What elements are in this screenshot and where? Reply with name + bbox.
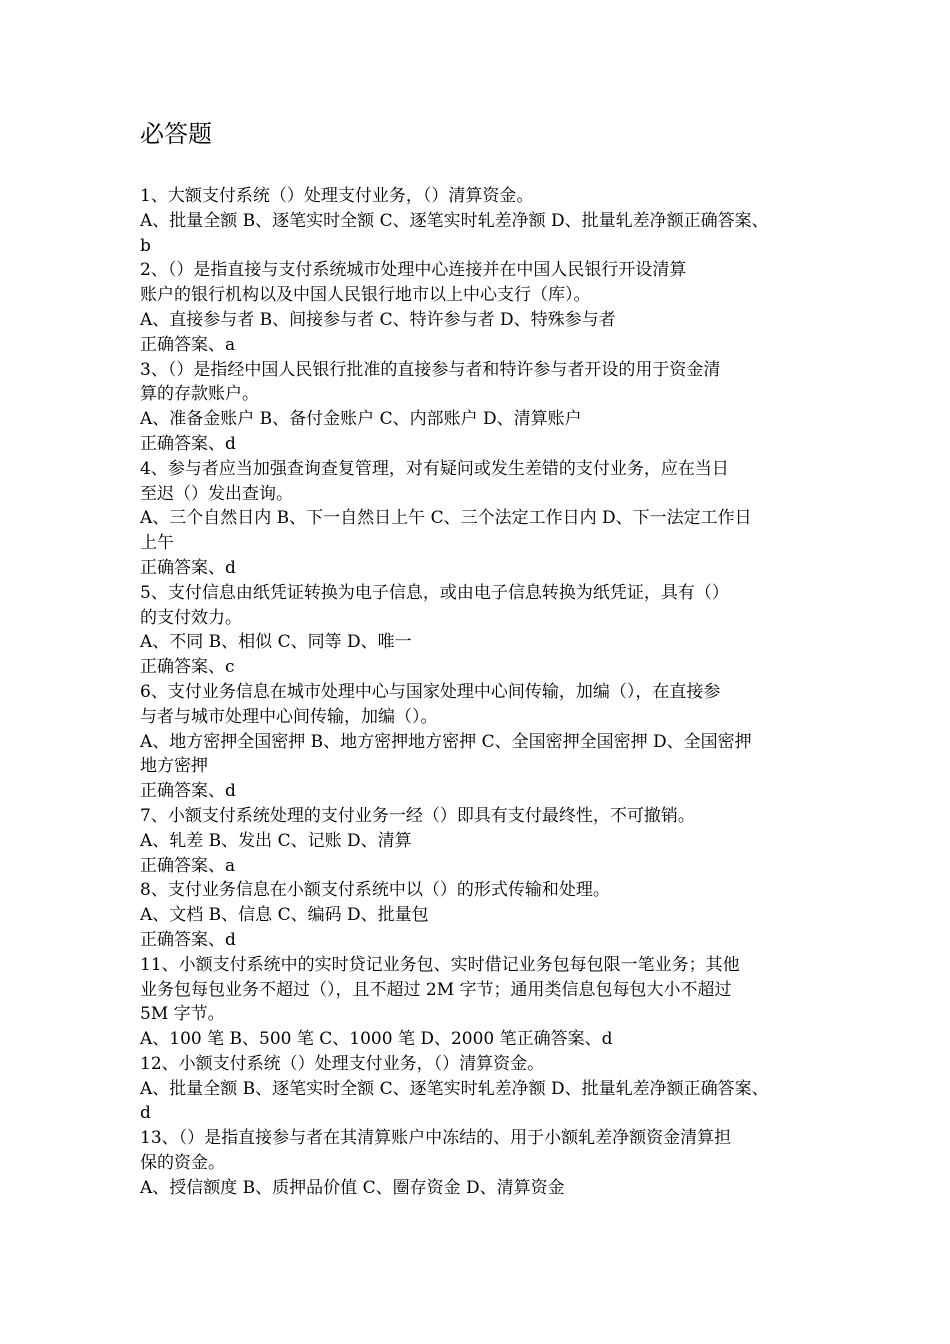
text-line: 1、大额支付系统（）处理支付业务，（）清算资金。 <box>140 186 534 206</box>
text-line: 6、支付业务信息在城市处理中心与国家处理中心间传输，加编（），在直接参 <box>140 681 721 702</box>
text-line: 正确答案、a <box>140 855 236 876</box>
text-line: 正确答案、a <box>140 334 236 355</box>
text-line: A、文档 B、信息 C、编码 D、批量包 <box>140 905 429 926</box>
text-line: 保的资金。 <box>140 1153 225 1174</box>
text-line: A、批量全额 B、逐笔实时全额 C、逐笔实时轧差净额 D、批量轧差净额正确答案、 <box>140 210 769 231</box>
text-line: 正确答案、d <box>140 781 236 802</box>
text-line: 业务包每包业务不超过（），且不超过 2M 字节；通用类信息包每包大小不超过 <box>140 979 732 1000</box>
text-line: 13、（）是指直接参与者在其清算账户中冻结的、用于小额轧差净额资金清算担 <box>140 1128 732 1149</box>
text-line: 11、小额支付系统中的实时贷记业务包、实时借记业务包每包限一笔业务；其他 <box>140 954 740 975</box>
text-line: 2、（）是指直接与支付系统城市处理中心连接并在中国人民银行开设清算 <box>140 260 687 281</box>
text-line: A、三个自然日内 B、下一自然日上午 C、三个法定工作日内 D、下一法定工作日 <box>140 508 752 529</box>
text-line: b <box>140 235 151 256</box>
page-title: 必答题 <box>140 120 212 148</box>
text-line: 正确答案、d <box>140 433 236 454</box>
document-body <box>140 184 840 1201</box>
text-line: 8、支付业务信息在小额支付系统中以（）的形式传输和处理。 <box>140 880 610 901</box>
text-line: 5M 字节。 <box>140 1004 225 1025</box>
text-line: 至迟（）发出查询。 <box>140 483 293 504</box>
text-line: d <box>140 1103 151 1124</box>
text-line: 的支付效力。 <box>140 607 242 628</box>
text-line: 4、参与者应当加强查询查复管理，对有疑问或发生差错的支付业务，应在当日 <box>140 458 729 479</box>
text-line: A、地方密押全国密押 B、地方密押地方密押 C、全国密押全国密押 D、全国密押 <box>140 731 752 752</box>
text-line: A、轧差 B、发出 C、记账 D、清算 <box>140 830 412 851</box>
text-line: A、准备金账户 B、备付金账户 C、内部账户 D、清算账户 <box>140 409 582 430</box>
text-line: 地方密押 <box>140 756 208 777</box>
text-line: 算的存款账户。 <box>140 384 259 405</box>
text-line: A、不同 B、相似 C、同等 D、唯一 <box>140 632 412 653</box>
text-line: A、批量全额 B、逐笔实时全额 C、逐笔实时轧差净额 D、批量轧差净额正确答案、 <box>140 1078 769 1099</box>
text-line: 12、小额支付系统（）处理支付业务，（）清算资金。 <box>140 1053 545 1074</box>
text-line: 3、（）是指经中国人民银行批准的直接参与者和特许参与者开设的用于资金清 <box>140 359 721 380</box>
text-line: 正确答案、d <box>140 929 236 950</box>
text-line: 正确答案、c <box>140 657 235 678</box>
text-line: 7、小额支付系统处理的支付业务一经（）即具有支付最终性，不可撤销。 <box>140 805 695 826</box>
text-line: 正确答案、d <box>140 557 236 578</box>
text-line: 5、支付信息由纸凭证转换为电子信息，或由电子信息转换为纸凭证，具有（） <box>140 582 729 603</box>
text-line: 账户的银行机构以及中国人民银行地市以上中心支行（库）。 <box>140 285 591 306</box>
text-line: 上午 <box>140 533 174 554</box>
text-line: A、授信额度 B、质押品价值 C、圈存资金 D、清算资金 <box>140 1177 565 1198</box>
text-line: A、100 笔 B、500 笔 C、1000 笔 D、2000 笔正确答案、d <box>140 1029 613 1050</box>
text-line: 与者与城市处理中心间传输，加编（）。 <box>140 706 438 727</box>
text-line: A、直接参与者 B、间接参与者 C、特许参与者 D、特殊参与者 <box>140 309 616 330</box>
